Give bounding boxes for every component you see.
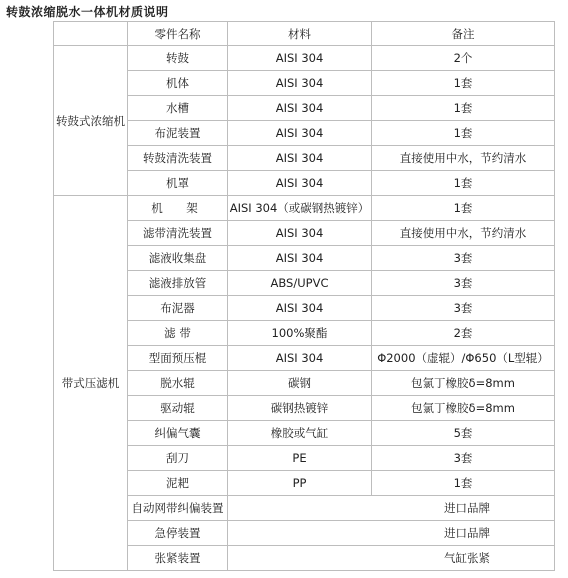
table-row — [54, 46, 555, 71]
material-cell: AISI 304 — [228, 96, 372, 121]
material-cell: AISI 304 — [228, 146, 372, 171]
part-name-cell: 滤液排放管 — [128, 271, 228, 296]
table-row — [54, 421, 555, 446]
note-cell: Φ2000（虚辊）/Φ650（L型辊） — [372, 346, 555, 371]
table-row — [54, 346, 555, 371]
table-row — [54, 546, 555, 571]
table-row — [54, 121, 555, 146]
part-name-cell: 转鼓清洗装置 — [128, 146, 228, 171]
note-cell: 1套 — [372, 71, 555, 96]
note-cell — [228, 496, 555, 521]
table-row — [54, 246, 555, 271]
group-name-cell: 转鼓式浓缩机 — [54, 46, 128, 196]
part-name-cell: 脱水辊 — [128, 371, 228, 396]
note-cell: 包氯丁橡胶δ=8mm — [372, 396, 555, 421]
part-name-cell: 纠偏气囊 — [128, 421, 228, 446]
table-row — [54, 71, 555, 96]
note-cell: 3套 — [372, 446, 555, 471]
material-cell: ABS/UPVC — [228, 271, 372, 296]
note-text: 气缸张紧 — [444, 551, 490, 565]
part-name-cell: 水槽 — [128, 96, 228, 121]
material-cell: AISI 304 — [228, 346, 372, 371]
table-body — [54, 46, 555, 571]
part-name-cell: 型面预压棍 — [128, 346, 228, 371]
table-row — [54, 521, 555, 546]
material-cell: AISI 304 — [228, 246, 372, 271]
table-row — [54, 296, 555, 321]
material-cell: AISI 304 — [228, 171, 372, 196]
material-cell: AISI 304 — [228, 121, 372, 146]
table-row — [54, 171, 555, 196]
group-name-cell: 带式压滤机 — [54, 196, 128, 571]
material-cell: AISI 304 — [228, 296, 372, 321]
table-row — [54, 371, 555, 396]
part-name-cell: 刮刀 — [128, 446, 228, 471]
table-row — [54, 196, 555, 221]
table-row — [54, 221, 555, 246]
part-name-cell: 张紧装置 — [128, 546, 228, 571]
material-cell: 碳钢 — [228, 371, 372, 396]
note-cell — [228, 521, 555, 546]
part-name-cell: 布泥器 — [128, 296, 228, 321]
part-name-cell: 驱动辊 — [128, 396, 228, 421]
part-name-cell: 转鼓 — [128, 46, 228, 71]
table-row — [54, 471, 555, 496]
table-row — [54, 96, 555, 121]
material-cell: PP — [228, 471, 372, 496]
header-part-name: 零件名称 — [128, 22, 228, 46]
part-name-cell: 急停装置 — [128, 521, 228, 546]
header-group-cell — [54, 22, 128, 46]
material-cell: PE — [228, 446, 372, 471]
material-cell: 100%聚酯 — [228, 321, 372, 346]
note-cell: 1套 — [372, 96, 555, 121]
material-cell: 碳钢热镀锌 — [228, 396, 372, 421]
note-cell: 1套 — [372, 121, 555, 146]
note-cell: 3套 — [372, 296, 555, 321]
note-cell: 2套 — [372, 321, 555, 346]
note-cell: 直接使用中水，节约清水 — [372, 221, 555, 246]
part-name-cell: 滤 带 — [128, 321, 228, 346]
part-name-cell: 自动网带纠偏装置 — [128, 496, 228, 521]
table-row — [54, 396, 555, 421]
note-text: 进口品牌 — [444, 501, 490, 515]
note-cell: 3套 — [372, 246, 555, 271]
note-cell: 直接使用中水，节约清水 — [372, 146, 555, 171]
note-cell: 5套 — [372, 421, 555, 446]
page-title: 转鼓浓缩脱水一体机材质说明 — [6, 5, 169, 19]
table-row — [54, 271, 555, 296]
material-cell: 橡胶或气缸 — [228, 421, 372, 446]
part-name-cell: 机罩 — [128, 171, 228, 196]
part-name-cell: 布泥装置 — [128, 121, 228, 146]
note-cell: 1套 — [372, 471, 555, 496]
part-name-cell: 机体 — [128, 71, 228, 96]
part-name-cell: 滤液收集盘 — [128, 246, 228, 271]
spec-table — [53, 21, 555, 571]
table-row — [54, 321, 555, 346]
part-name-cell: 滤带清洗装置 — [128, 221, 228, 246]
header-row — [54, 22, 555, 46]
table-row — [54, 446, 555, 471]
header-material: 材料 — [228, 22, 372, 46]
material-cell: AISI 304 — [228, 46, 372, 71]
header-note: 备注 — [372, 22, 555, 46]
part-name-cell: 泥耙 — [128, 471, 228, 496]
note-cell — [228, 546, 555, 571]
note-cell: 1套 — [372, 196, 555, 221]
table-row — [54, 496, 555, 521]
material-cell: AISI 304（或碳钢热镀锌） — [228, 196, 372, 221]
note-cell: 包氯丁橡胶δ=8mm — [372, 371, 555, 396]
note-text: 进口品牌 — [444, 526, 490, 540]
material-cell: AISI 304 — [228, 221, 372, 246]
note-cell: 3套 — [372, 271, 555, 296]
note-cell: 2个 — [372, 46, 555, 71]
table-row — [54, 146, 555, 171]
material-cell: AISI 304 — [228, 71, 372, 96]
part-name-cell: 机 架 — [128, 196, 228, 221]
note-cell: 1套 — [372, 171, 555, 196]
